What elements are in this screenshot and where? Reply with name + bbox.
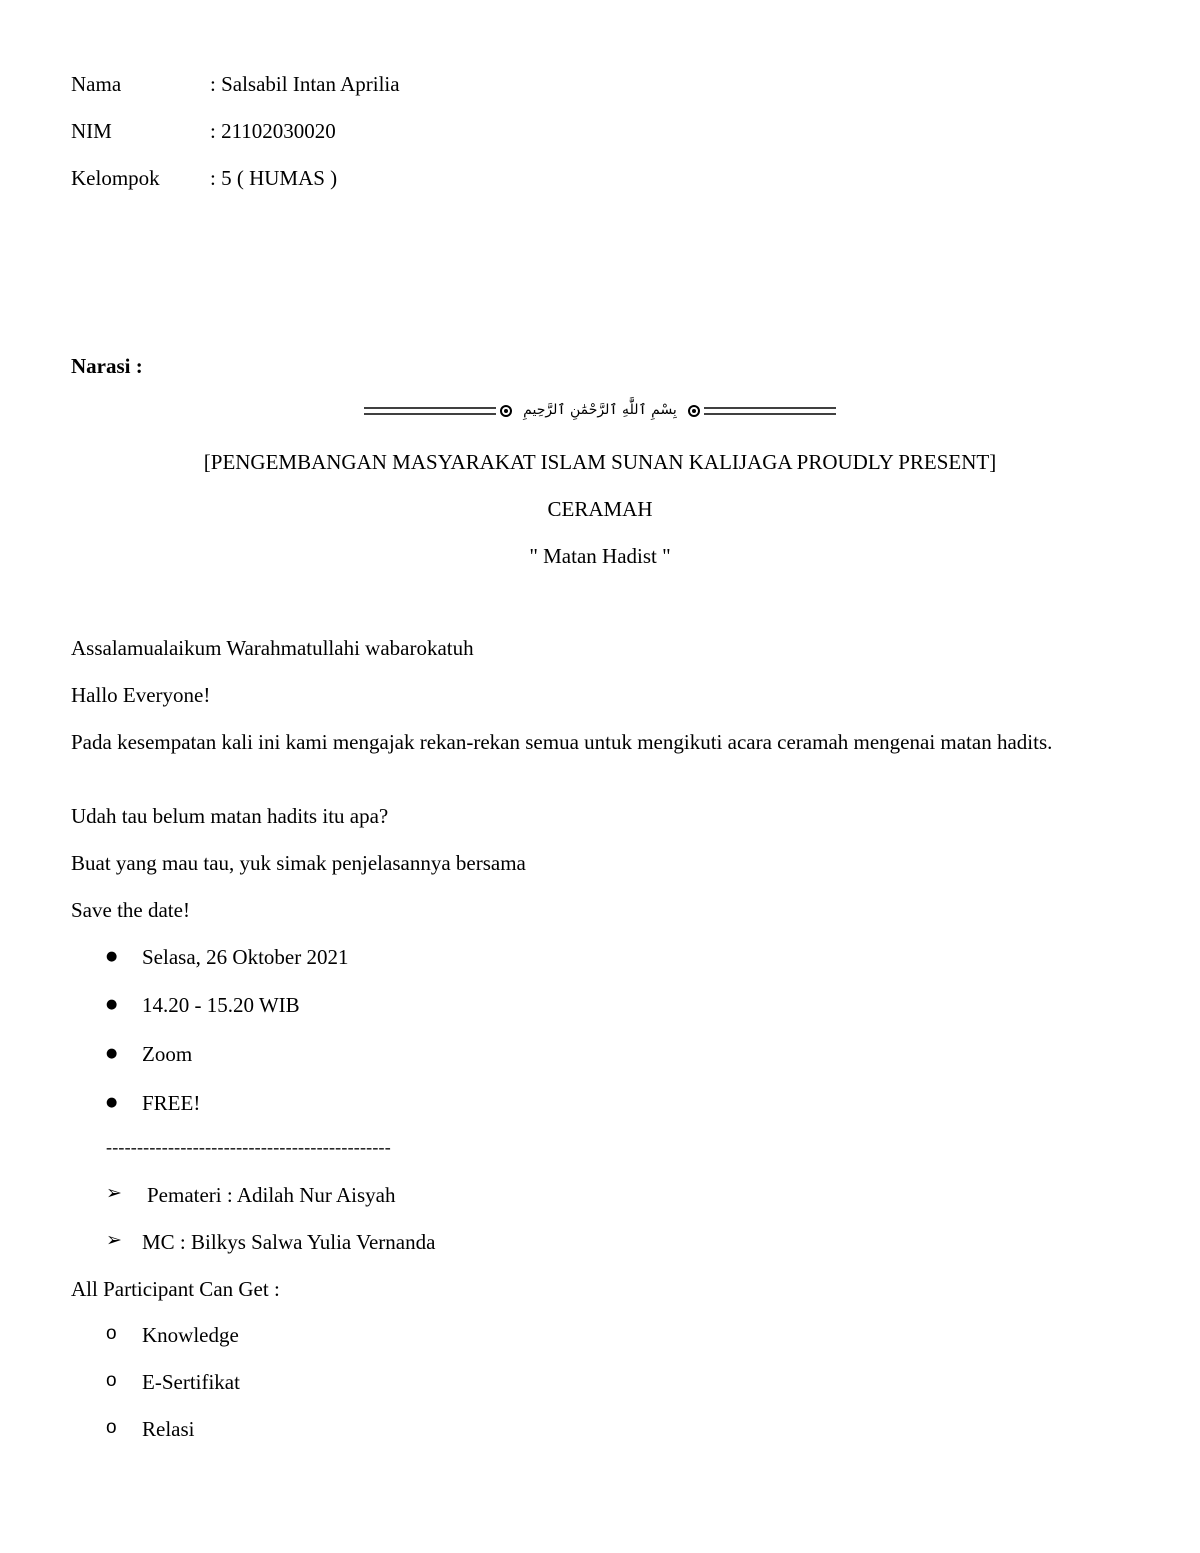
nim-value: : 21102030020: [210, 119, 336, 143]
greeting: Assalamualaikum Warahmatullahi wabarokatuh: [71, 636, 474, 660]
list-item: [0, 1042, 1200, 1068]
benefit-relation: Relasi: [142, 1417, 195, 1441]
dashed-divider: ----------------------------------------------: [106, 1137, 391, 1157]
event-time: 14.20 - 15.20 WIB: [142, 993, 300, 1017]
call-to-action: Buat yang mau tau, yuk simak penjelasannya bersama: [71, 851, 526, 875]
event-type: CERAMAH: [547, 497, 653, 521]
bullet-icon: ●: [106, 997, 118, 1012]
bullet-icon: ●: [106, 949, 118, 964]
list-item: [0, 945, 1200, 971]
benefit-knowledge: Knowledge: [142, 1323, 239, 1347]
presenter-line: [PENGEMBANGAN MASYARAKAT ISLAM SUNAN KALIJAGA PROUDLY PRESENT]: [203, 450, 997, 474]
speaker-pemateri: Pemateri : Adilah Nur Aisyah: [147, 1183, 396, 1207]
bullet-icon: ●: [106, 1046, 118, 1061]
circle-bullet-icon: o: [106, 1370, 117, 1391]
hello: Hallo Everyone!: [71, 683, 211, 707]
basmala-ornament: [364, 398, 836, 426]
benefit-certificate: E-Sertifikat: [142, 1370, 240, 1394]
nim-label: NIM: [71, 119, 112, 143]
circle-bullet-icon: o: [106, 1323, 117, 1344]
list-item: [0, 1323, 1200, 1349]
event-topic: " Matan Hadist ": [529, 544, 671, 568]
event-price: FREE!: [142, 1091, 201, 1115]
list-item: [0, 1091, 1200, 1117]
nama-value: : Salsabil Intan Aprilia: [210, 72, 400, 96]
event-date: Selasa, 26 Oktober 2021: [142, 945, 349, 969]
speaker-mc: MC : Bilkys Salwa Yulia Vernanda: [142, 1230, 436, 1254]
bullet-icon: ●: [106, 1095, 118, 1110]
kelompok-value: : 5 ( HUMAS ): [210, 166, 338, 190]
nama-label: Nama: [71, 72, 122, 96]
arrow-icon: ➢: [106, 1229, 122, 1251]
save-the-date: Save the date!: [71, 898, 190, 922]
kelompok-label: Kelompok: [71, 166, 160, 190]
list-item: [0, 1417, 1200, 1443]
list-item: [0, 1370, 1200, 1396]
invitation-paragraph: Pada kesempatan kali ini kami mengajak rekan-rekan semua untuk mengikuti acara ceramah mengenai matan hadits.: [71, 730, 1053, 754]
event-platform: Zoom: [142, 1042, 193, 1066]
list-item: [0, 1183, 1200, 1209]
narasi-heading: Narasi :: [71, 354, 143, 378]
circle-bullet-icon: o: [106, 1417, 117, 1438]
basmala-text: بِسْمِ ٱللَّٰهِ ٱلرَّحْمَٰنِ ٱلرَّحِيمِ: [523, 402, 677, 418]
question: Udah tau belum matan hadits itu apa?: [71, 804, 389, 828]
arrow-icon: ➢: [106, 1182, 122, 1204]
benefits-heading: All Participant Can Get :: [71, 1277, 280, 1301]
list-item: [0, 993, 1200, 1019]
list-item: [0, 1230, 1200, 1256]
